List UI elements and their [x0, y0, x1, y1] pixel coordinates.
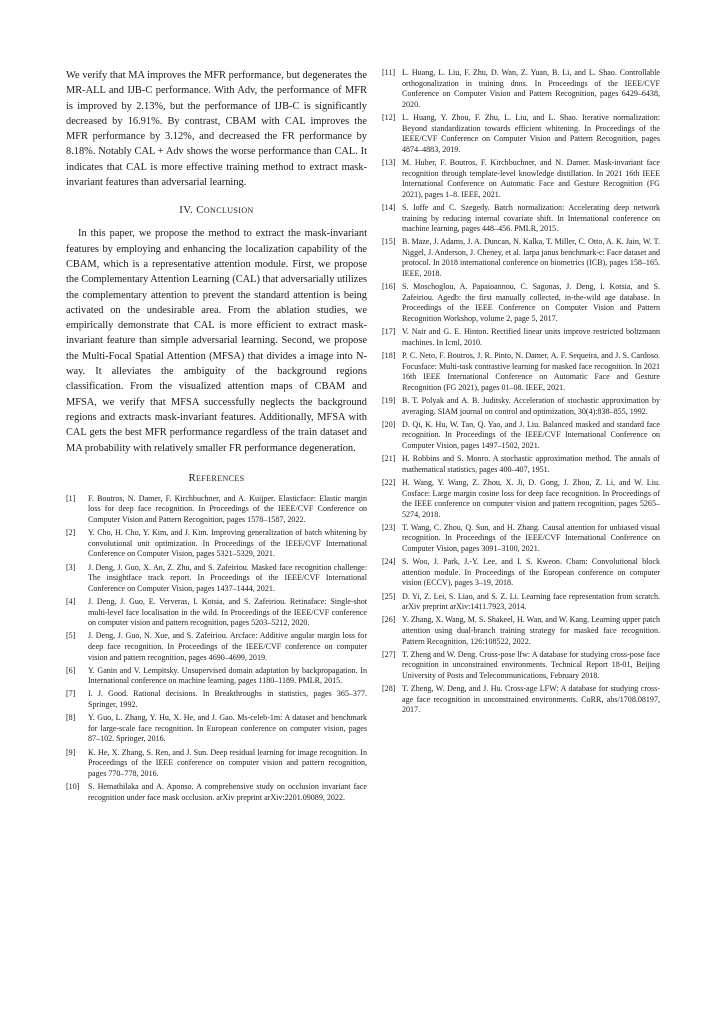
reference-number: [22] — [382, 477, 396, 487]
reference-item — [382, 68, 660, 110]
reference-number: [12] — [382, 112, 396, 122]
reference-text: M. Huber, F. Boutros, F. Kirchbuchner, and N. Damer. Mask-invariant face recognition through template-level knowledge distillation. In 2021 16th IEEE International Conference on Automatic Face and Gesture Recognition (FG 2021), pages 1–8. IEEE, 2021. — [402, 157, 660, 199]
reference-item — [382, 523, 660, 555]
reference-text: B. Maze, J. Adams, J. A. Duncan, N. Kalka, T. Miller, C. Otto, A. K. Jain, W. T. Niggel, J. Anderson, J. Cheney, et al. Iarpa janus benchmark-c: Face dataset and protocol. In 2018 international conference on biometrics (ICB), pages 158–165. IEEE, 2018. — [402, 237, 660, 279]
reference-number: [28] — [382, 684, 396, 694]
reference-text: J. Deng, J. Guo, X. An, Z. Zhu, and S. Zafeiriou. Masked face recognition challenge: The insightface track report. In Proceedings of the IEEE/CVF International Conference on Computer Vision, pages 1437–1444, 2021. — [88, 562, 367, 593]
reference-item — [382, 478, 660, 520]
reference-item — [382, 454, 660, 475]
reference-number: [4] — [66, 596, 76, 606]
reference-item — [66, 494, 367, 526]
reference-text: T. Zheng, W. Deng, and J. Hu. Cross-age LFW: A database for studying cross-age face recognition in unconstrained environments. CoRR, abs/1708.08197, 2017. — [402, 684, 660, 715]
reference-text: S. Woo, J. Park, J.-Y. Lee, and I. S. Kweon. Cbam: Convolutional block attention module. In Proceedings of the European conference on computer vision (ECCV), pages 3–19, 2018. — [402, 557, 660, 588]
reference-item — [382, 557, 660, 589]
reference-text: T. Wang, C. Zhou, Q. Sun, and H. Zhang. Causal attention for unbiased visual recognition. In Proceedings of the IEEE/CVF International Conference on Computer Vision, pages 3091–3100, 2021. — [402, 522, 660, 554]
reference-item — [66, 631, 367, 663]
reference-item — [382, 351, 660, 393]
reference-text: P. C. Neto, F. Boutros, J. R. Pinto, N. Damer, A. F. Sequeira, and J. S. Cardoso. Focusface: Multi-task contrastive learning for masked face recognition. In 2021 16th IEEE International Conference on Automatic Face and Gesture Recognition (FG 2021), pages 01–08. IEEE, 2021. — [402, 351, 660, 392]
reference-item — [382, 650, 660, 682]
reference-item — [66, 748, 367, 780]
reference-text: T. Zheng and W. Deng. Cross-pose lfw: A database for studying cross-pose face recognition in unconstrained environments. Technical Report 18-01, Beijing University of Posts and Telecommunications, February 2018. — [402, 649, 660, 680]
reference-number: [15] — [382, 237, 396, 247]
reference-item — [382, 158, 660, 200]
reference-number: [14] — [382, 202, 396, 212]
reference-text: Y. Cho, H. Cho, Y. Kim, and J. Kim. Improving generalization of batch whitening by convolutional unit optimization. In Proceedings of the IEEE/CVF International Conference on Computer Vision, pages 5321–5329, 2021. — [88, 528, 367, 559]
reference-number: [9] — [66, 747, 76, 757]
reference-list-right — [382, 68, 660, 716]
reference-number: [21] — [382, 454, 396, 464]
left-column — [66, 68, 367, 806]
reference-item — [66, 563, 367, 595]
conclusion-heading: IV. Conclusion — [179, 204, 254, 217]
reference-text: J. Deng, J. Guo, E. Ververas, I. Kotsia, and S. Zafeiriou. Retinaface: Single-shot multi-level face localisation in the wild. In Proceedings of the IEEE/CVF conference on computer vision and pattern recognition, pages 5203–5212, 2020. — [88, 596, 367, 628]
reference-number: [17] — [382, 327, 396, 337]
reference-number: [3] — [66, 562, 76, 572]
reference-text: H. Wang, Y. Wang, Z. Zhou, X. Ji, D. Gong, J. Zhou, Z. Li, and W. Liu. Cosface: Large margin cosine loss for deep face recognition. In Proceedings of the IEEE conference on computer vision and pattern recognition, pages 5265–5274, 2018. — [402, 477, 660, 519]
conclusion-paragraph: In this paper, we propose the method to extract the mask-invariant features by employing and enhancing the localization capability of the CBAM, which is a representative attention module. First, we propose the Complementary Attention Learning (CAL) that adversarially utilizes the complementary attention to prevent the standard attention is being activated on the undesirable area. From the ablation studies, we empirically demonstrate that CAL is more efficient to extract mask-invariant feature than simple adversarial learning. Second, we propose the Multi-Focal Spatial Attention (MFSA) that divides a image into N-way. It alleviates the ambiguity of the background regions classification. From the visualized attention maps of CBAM and MFSA, we verify that MFSA successfully neglects the background regions and extracts mask-invariant features. Additionally, MFSA with CAL gets the best MFR performance regardless of the train dataset and MA probability with relatively smaller FR performance degeneration. — [66, 228, 367, 454]
reference-item — [66, 528, 367, 560]
reference-text: J. Deng, J. Guo, N. Xue, and S. Zafeiriou. Arcface: Additive angular margin loss for deep face recognition. In Proceedings of the IEEE/CVF conference on computer vision and pattern recognition, pages 4690–4699, 2019. — [88, 631, 367, 662]
references-heading: References — [188, 471, 245, 484]
reference-text: S. Moschoglou, A. Papaioannou, C. Sagonas, J. Deng, I. Kotsia, and S. Zafeiriou. Agedb: the first manually collected, in-the-wild age database. In Proceedings of the IEEE Conference on Computer Vision and Pattern Recognition Workshop, volume 2, page 5, 2017. — [402, 282, 660, 324]
reference-text: K. He, X. Zhang, S. Ren, and J. Sun. Deep residual learning for image recognition. In Proceedings of the IEEE conference on computer vision and pattern recognition, pages 770–778, 2016. — [88, 747, 367, 778]
reference-number: [6] — [66, 665, 76, 675]
reference-item — [382, 615, 660, 647]
reference-item — [66, 666, 367, 687]
reference-number: [23] — [382, 522, 396, 532]
reference-text: Y. Zhang, X. Wang, M. S. Shakeel, H. Wan, and W. Kang. Learning upper patch attention using dual-branch training strategy for masked face recognition. Pattern Recognition, 126:108522, 2022. — [402, 615, 660, 646]
reference-text: S. Ioffe and C. Szegedy. Batch normalization: Accelerating deep network training by reducing internal covariate shift. In International conference on machine learning, pages 448–456. PMLR, 2015. — [402, 202, 660, 234]
reference-number: [26] — [382, 615, 396, 625]
reference-text: F. Boutros, N. Damer, F. Kirchbuchner, and A. Kuijper. Elasticface: Elastic margin loss for deep face recognition. In Proceedings of the IEEE/CVF Conference on Computer Vision and Pattern Recognition, pages 1578–1587, 2022. — [88, 493, 367, 525]
reference-number: [10] — [66, 782, 80, 792]
reference-item — [66, 689, 367, 710]
reference-list-left — [66, 494, 367, 803]
results-paragraph: We verify that MA improves the MFR performance, but degenerates the MR-ALL and IJB-C performance. With Adv, the performance of MFR is improved by 2.13%, but the performance of IJB-C is significantly decreased by 16.91%. By contrast, CBAM with CAL improves the MFR performance by 3.12%, and decreased the FR performance by 8.18%. Notably CAL + Adv shows the worse performance than CAL. It indicates that CAL is more effective training method to extract mask-invariant features than adversarial learning. — [66, 70, 367, 189]
reference-number: [11] — [382, 68, 396, 77]
reference-number: [7] — [66, 689, 76, 699]
reference-item — [382, 203, 660, 235]
reference-item — [66, 713, 367, 745]
reference-text: S. Hemathilaka and A. Aponso. A comprehensive study on occlusion invariant face recognition under face mask occlusion. arXiv preprint arXiv:2201.09089, 2022. — [88, 782, 367, 802]
reference-text: B. T. Polyak and A. B. Juditsky. Acceleration of stochastic approximation by averaging. SIAM journal on control and optimization, 30(4):838–855, 1992. — [402, 395, 660, 416]
reference-number: [25] — [382, 591, 396, 601]
right-column — [382, 68, 660, 719]
reference-item — [382, 420, 660, 452]
reference-item — [382, 282, 660, 324]
reference-number: [24] — [382, 557, 396, 567]
reference-text: H. Robbins and S. Monro. A stochastic approximation method. The annals of mathematical statistics, pages 400–407, 1951. — [402, 454, 660, 474]
reference-number: [18] — [382, 351, 396, 360]
reference-text: L. Huang, L. Liu, F. Zhu, D. Wan, Z. Yuan, B. Li, and L. Shao. Controllable orthogonalization in training dnns. In Proceedings of the IEEE/CVF Conference on Computer Vision and Pattern Recognition, pages 6429–6438, 2020. — [402, 68, 660, 109]
reference-item — [382, 113, 660, 155]
reference-text: Y. Ganin and V. Lempitsky. Unsupervised domain adaptation by backpropagation. In International conference on machine learning, pages 1180–1189. PMLR, 2015. — [88, 665, 367, 686]
reference-item — [382, 327, 660, 348]
reference-item — [382, 684, 660, 716]
reference-item — [66, 597, 367, 629]
reference-text: L. Huang, Y. Zhou, F. Zhu, L. Liu, and L. Shao. Iterative normalization: Beyond standardization towards efficient whitening. In Proceedings of the IEEE/CVF Conference on Computer Vision and Pattern Recognition, pages 4874–4883, 2019. — [402, 112, 660, 154]
reference-number: [1] — [66, 493, 76, 503]
reference-item — [382, 592, 660, 613]
reference-text: D. Yi, Z. Lei, S. Liao, and S. Z. Li. Learning face representation from scratch. arXiv preprint arXiv:1411.7923, 2014. — [402, 591, 660, 612]
reference-number: [19] — [382, 395, 396, 405]
reference-number: [5] — [66, 631, 76, 641]
reference-item — [66, 782, 367, 803]
reference-text: I. J. Good. Rational decisions. In Breakthroughs in statistics, pages 365–377. Springer, 1992. — [88, 689, 367, 710]
reference-text: Y. Guo, L. Zhang, Y. Hu, X. He, and J. Gao. Ms-celeb-1m: A dataset and benchmark for large-scale face recognition. In European conference on computer vision, pages 87–102. Springer, 2016. — [88, 713, 367, 744]
reference-number: [20] — [382, 419, 396, 429]
reference-item — [382, 237, 660, 279]
reference-number: [13] — [382, 157, 396, 167]
reference-item — [382, 396, 660, 417]
reference-number: [8] — [66, 713, 76, 723]
reference-text: V. Nair and G. E. Hinton. Rectified linear units improve restricted boltzmann machines. In Icml, 2010. — [402, 327, 660, 347]
reference-number: [16] — [382, 282, 396, 292]
reference-number: [2] — [66, 528, 76, 538]
reference-number: [27] — [382, 649, 396, 659]
reference-text: D. Qi, K. Hu, W. Tan, Q. Yao, and J. Liu. Balanced masked and standard face recognition. In Proceedings of the IEEE/CVF International Conference on Computer Vision, pages 1497–1502, 2021. — [402, 419, 660, 450]
